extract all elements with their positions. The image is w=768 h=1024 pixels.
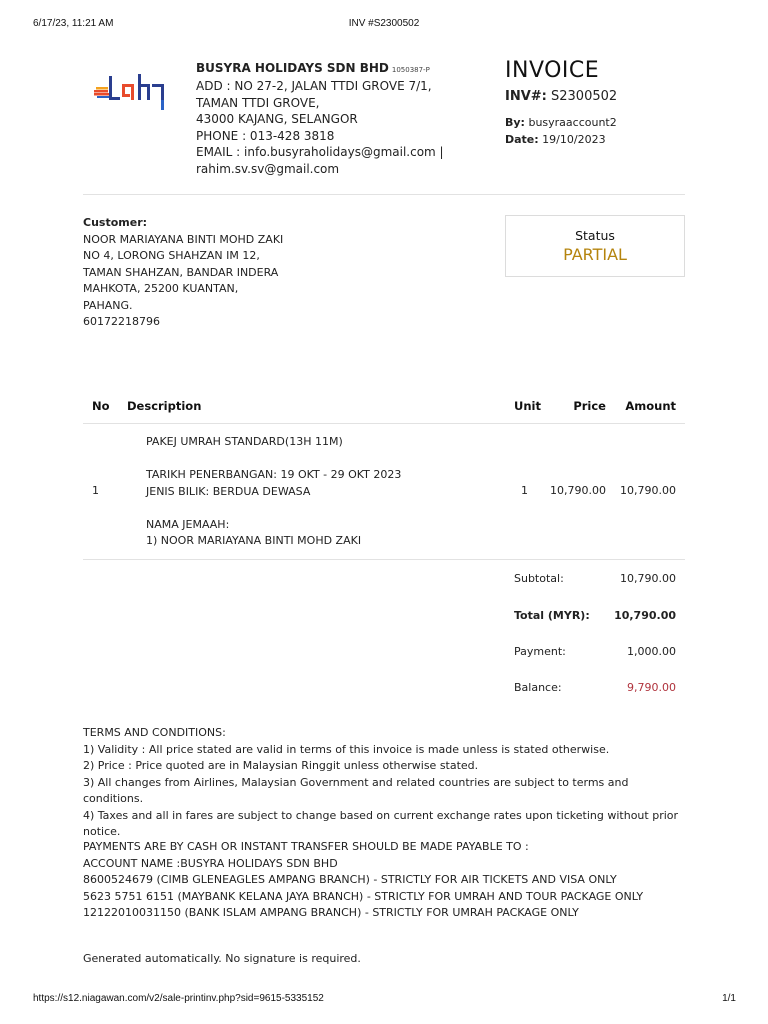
print-doc-title: INV #S2300502 xyxy=(348,18,420,29)
col-header-amount: Amount xyxy=(625,399,676,413)
invoice-by: busyraaccount2 xyxy=(528,116,617,129)
table-bottom-divider xyxy=(83,559,685,560)
description-line xyxy=(146,500,496,517)
row-price: 10,790.00 xyxy=(550,484,606,497)
print-page-number: 1/1 xyxy=(722,993,736,1004)
balance-value: 9,790.00 xyxy=(627,681,676,694)
description-line: TARIKH PENERBANGAN: 19 OKT - 29 OKT 2023 xyxy=(146,468,402,481)
customer-address-line: MAHKOTA, 25200 KUANTAN, xyxy=(83,282,239,295)
invoice-title: INVOICE xyxy=(505,58,600,83)
total-value: 10,790.00 xyxy=(614,609,676,622)
company-name: BUSYRA HOLIDAYS SDN BHD xyxy=(196,61,389,75)
terms-block xyxy=(83,725,685,841)
row-amount: 10,790.00 xyxy=(620,484,676,497)
company-phone: PHONE : 013-428 3818 xyxy=(196,128,335,143)
company-reg-no: 1050387-P xyxy=(391,66,430,74)
terms-heading: TERMS AND CONDITIONS: xyxy=(83,726,226,739)
invoice-number: S2300502 xyxy=(551,89,618,104)
row-no: 1 xyxy=(92,484,99,497)
print-url: https://s12.niagawan.com/v2/sale-printinv.php?sid=9615-5335152 xyxy=(33,993,324,1004)
subtotal-value: 10,790.00 xyxy=(620,572,676,585)
company-address-line: ADD : NO 27-2, JALAN TTDI GROVE 7/1, xyxy=(196,79,432,93)
generated-note: Generated automatically. No signature is required. xyxy=(83,952,361,965)
payment-value: 1,000.00 xyxy=(627,645,676,658)
customer-name: NOOR MARIAYANA BINTI MOHD ZAKI xyxy=(83,232,284,246)
invoice-number-row xyxy=(505,89,617,104)
invoice-by-row xyxy=(505,115,617,132)
payment-account-line: 5623 5751 6151 (MAYBANK KELANA JAYA BRANCH) - STRICTLY FOR UMRAH AND TOUR PACKAGE ONLY xyxy=(83,889,644,903)
customer-phone: 60172218796 xyxy=(83,315,160,328)
terms-line: 2) Price : Price quoted are in Malaysian Ringgit unless otherwise stated. xyxy=(83,759,479,772)
col-header-unit: Unit xyxy=(514,399,541,413)
table-header-divider xyxy=(83,423,685,424)
customer-label: Customer: xyxy=(83,216,148,229)
invoice-by-label: By: xyxy=(505,116,525,129)
col-header-price: Price xyxy=(573,399,606,413)
description-line: 1) NOOR MARIAYANA BINTI MOHD ZAKI xyxy=(146,534,362,547)
description-line: JENIS BILIK: BERDUA DEWASA xyxy=(146,484,311,498)
total-label: Total (MYR): xyxy=(514,609,590,622)
row-unit: 1 xyxy=(521,484,528,497)
description-line: NAMA JEMAAH: xyxy=(146,517,230,531)
customer-address-line: PAHANG. xyxy=(83,298,133,312)
customer-address-line: NO 4, LORONG SHAHZAN IM 12, xyxy=(83,249,260,262)
company-email-2: rahim.sv.sv@gmail.com xyxy=(196,161,340,176)
payment-account-line: 8600524679 (CIMB GLENEAGLES AMPANG BRANCH) - STRICTLY FOR AIR TICKETS AND VISA ONLY xyxy=(83,873,617,886)
company-address-line: TAMAN TTDI GROVE, xyxy=(196,95,320,110)
balance-label: Balance: xyxy=(514,681,562,694)
payment-label: Payment: xyxy=(514,645,566,658)
payment-info-block xyxy=(83,839,685,922)
invoice-date: 19/10/2023 xyxy=(542,133,606,146)
description-line xyxy=(146,451,496,468)
terms-line: 3) All changes from Airlines, Malaysian Government and related countries are subject to terms and conditions. xyxy=(83,775,629,805)
payment-info-heading: PAYMENTS ARE BY CASH OR INSTANT TRANSFER SHOULD BE MADE PAYABLE TO : xyxy=(83,840,529,853)
status-badge: PARTIAL xyxy=(563,245,627,264)
subtotal-label: Subtotal: xyxy=(514,572,564,585)
terms-line: 4) Taxes and all in fares are subject to change based on current exchange rates upon ticketing without prior xyxy=(83,808,679,822)
terms-line: notice. xyxy=(83,825,121,838)
col-header-no: No xyxy=(92,399,110,413)
invoice-date-row xyxy=(505,132,606,149)
description-line: PAKEJ UMRAH STANDARD(13H 11M) xyxy=(146,435,343,448)
company-email: EMAIL : info.busyraholidays@gmail.com | xyxy=(196,145,444,159)
customer-address-line: TAMAN SHAHZAN, BANDAR INDERA xyxy=(83,265,279,279)
header-divider xyxy=(83,194,685,195)
company-address-line: 43000 KAJANG, SELANGOR xyxy=(196,112,358,126)
col-header-description: Description xyxy=(127,399,202,413)
company-logo xyxy=(94,66,170,116)
status-label: Status xyxy=(575,228,615,243)
invoice-number-label: INV#: xyxy=(505,89,547,104)
invoice-date-label: Date: xyxy=(505,133,539,146)
status-box xyxy=(505,215,685,277)
row-description xyxy=(146,434,496,550)
terms-line: 1) Validity : All price stated are valid in terms of this invoice is made unless is stated otherwise. xyxy=(83,742,610,756)
customer-block xyxy=(83,215,383,331)
company-block xyxy=(196,59,486,177)
payment-account-name: ACCOUNT NAME :BUSYRA HOLIDAYS SDN BHD xyxy=(83,856,338,870)
payment-account-line: 12122010031150 (BANK ISLAM AMPANG BRANCH) - STRICTLY FOR UMRAH PACKAGE ONLY xyxy=(83,906,579,919)
print-datetime: 6/17/23, 11:21 AM xyxy=(33,18,114,29)
